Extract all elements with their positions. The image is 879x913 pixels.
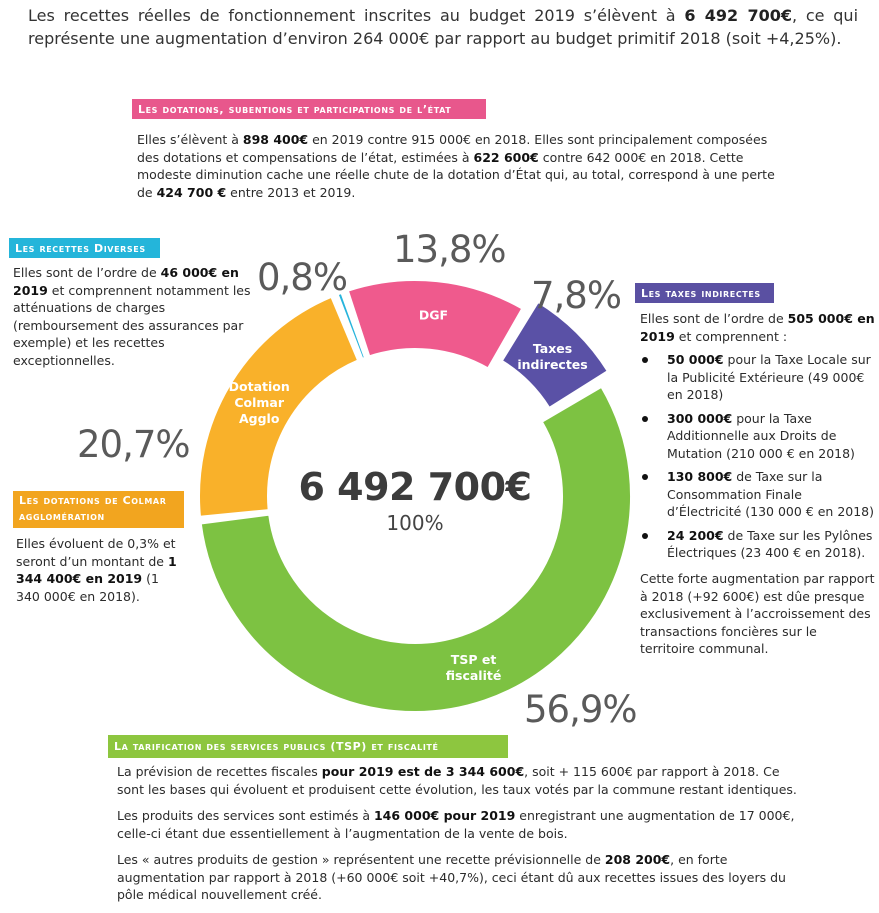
pct-label-tsp: 56,9% (524, 688, 637, 731)
donut-center-percent: 100% (386, 511, 444, 535)
recettes-diverses-header: Les recettes Diverses (9, 238, 160, 258)
intro-text: Les recettes réelles de fonctionnement inscrites au budget 2019 s’élèvent à (28, 6, 685, 25)
item-text: pour la Taxe Locale sur la Publicité Extérieure (49 000€ en 2018) (667, 352, 871, 402)
tsp-text: Les produits des services sont estimés à (117, 808, 374, 823)
slice-label: TSP et fiscalité (445, 651, 502, 683)
tsp-header: La tarification des services publics (TSP) et fiscalité (108, 735, 508, 758)
item-amount: 24 200€ (667, 527, 724, 543)
dotations-amount: 424 700 € (156, 184, 227, 200)
tsp-text: Les « autres produits de gestion » représentent une recette prévisionnelle de (117, 852, 605, 867)
dotations-etat-header: Les dotations, subentions et participations de l’état (132, 99, 486, 119)
colmar-text: Elles évoluent de 0,3% et seront d’un montant de (16, 536, 176, 569)
taxes-indirectes-header: Les taxes indirectes (635, 283, 774, 303)
item-text: de Taxe sur les Pylônes Électriques (23 400 € en 2018). (667, 527, 873, 560)
diverses-text: Elles sont de l’ordre de (13, 265, 161, 280)
pct-label-colmar: 20,7% (77, 423, 190, 466)
pct-label-taxes-indirectes: 7,8% (531, 274, 621, 317)
item-amount: 300 000€ (667, 410, 733, 426)
item-text: pour la Taxe Additionnelle aux Droits de Mutation (210 000 € en 2018) (667, 410, 855, 461)
tsp-amount: 146 000€ pour 2019 (373, 808, 516, 823)
tsp-amount: pour 2019 est de 3 344 600€ (321, 764, 525, 779)
indirectes-amount: 505 000€ en 2019 (640, 311, 875, 344)
slice-label: Dotation Colmar Agglo (228, 378, 290, 426)
dotations-text: en 2019 contre 915 000€ en 2018. Elles sont principalement composées des dotations et compensations de l’état, estimées à (137, 132, 768, 165)
tsp-amount: 208 200€ (604, 852, 671, 867)
dotations-text: contre 642 000€ en 2018. Cette modeste diminution cache une réelle chute de la dotation d’État qui, au total, correspond à une perte de (137, 149, 775, 200)
dotations-amount: 898 400€ (242, 132, 309, 147)
pct-label-diverses: 0,8% (257, 256, 347, 299)
pct-label-dgf: 13,8% (393, 228, 506, 271)
item-text: de Taxe sur la Consommation Finale d’Électricité (130 000 € en 2018) (667, 469, 875, 519)
slice-label: DGF (418, 307, 449, 323)
colmar-agglo-header: Les dotations de Colmar agglomération (13, 491, 184, 528)
colmar-amount: 1 344 400€ en 2019 (16, 553, 177, 586)
item-amount: 130 800€ (667, 469, 733, 484)
item-amount: 50 000€ (667, 352, 724, 367)
diverses-amount: 46 000€ en 2019 (13, 265, 239, 298)
dotations-text: Elles s’élèvent à (137, 132, 243, 147)
tsp-text: , en forte augmentation par rapport à 2018 (+60 000€ soit +40,7%), ceci étant dû aux recettes issues des loyers du pôle médical nouvellement créé. (117, 852, 786, 902)
intro-total: 6 492 700€ (684, 6, 792, 25)
taxes-indirectes-conclusion: Cette forte augmentation par rapport à 2018 (+92 600€) est dûe presque exclusivement à l’accroissement des transactions foncières sur le territoire communal. (640, 571, 875, 656)
donut-slice (348, 280, 522, 368)
slice-label: Taxes indirectes (517, 341, 588, 373)
tsp-text: La prévision de recettes fiscales (117, 764, 322, 779)
colmar-text: (1 340 000€ en 2018). (16, 571, 159, 604)
dotations-text: entre 2013 et 2019. (226, 184, 356, 200)
tsp-text: , soit + 115 600€ par rapport à 2018. Ce sont les bases qui évoluent et produisent cette évolution, les taux votés par la commune restant identiques. (117, 764, 797, 797)
dotations-amount: 622 600€ (473, 149, 539, 165)
indirectes-text: Elles sont de l’ordre de (640, 311, 788, 326)
diverses-text: et comprennent notamment les atténuations de charges (remboursement des assurances par exemple) et les recettes exceptionnelles. (13, 282, 251, 368)
tsp-text: enregistrant une augmentation de 17 000€, celle-ci étant due essentiellement à l’augmentation de la vente de bois. (117, 808, 795, 841)
indirectes-text: et comprennent : (674, 328, 788, 344)
donut-center-total: 6 492 700€ (298, 465, 532, 509)
intro-text-end: , ce qui représente une augmentation d’environ 264 000€ par rapport au budget primitif 2018 (soit +4,25%). (28, 6, 859, 48)
